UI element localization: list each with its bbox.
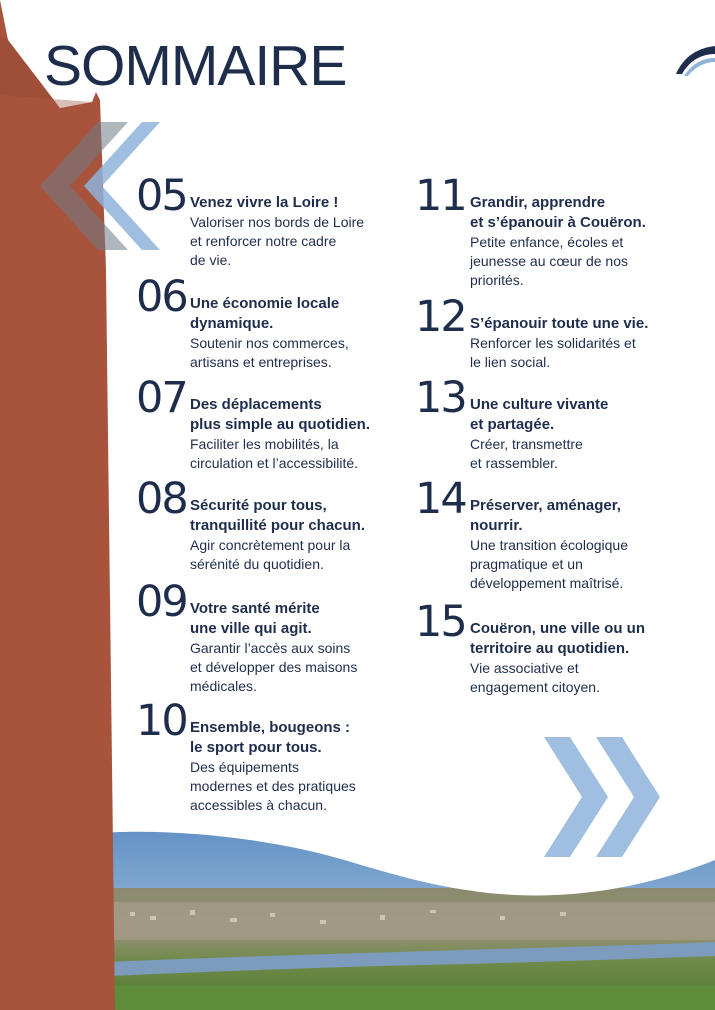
toc-page-number: 08	[136, 474, 187, 524]
page-title: SOMMAIRE	[44, 34, 347, 98]
toc-page-number: 05	[136, 171, 187, 221]
toc-page-number: 12	[415, 292, 466, 342]
toc-page-number: 07	[136, 373, 187, 423]
toc-entry-description: Renforcer les solidarités et le lien social.	[470, 335, 636, 370]
toc-entry-title: Venez vivre la Loire !	[190, 194, 339, 211]
toc-entry-title: Une culture vivante et partagée.	[470, 396, 609, 433]
toc-entry-title: Des déplacements plus simple au quotidien.	[190, 396, 371, 433]
toc-entry-title: Couëron, une ville ou un territoire au quotidien.	[470, 620, 646, 657]
toc-entry-title: S’épanouir toute une vie.	[470, 315, 649, 332]
toc-entry-title: Votre santé mérite une ville qui agit.	[190, 600, 320, 637]
toc-page-number: 09	[136, 577, 187, 627]
toc-entry-title: Ensemble, bougeons : le sport pour tous.	[190, 719, 351, 756]
toc-entry-description: Créer, transmettre et rassembler.	[470, 436, 583, 471]
toc-entry-description: Des équipements modernes et des pratiques accessibles à chacun.	[190, 759, 356, 813]
toc-entry-description: Garantir l’accès aux soins et développer des maisons médicales.	[190, 640, 358, 694]
toc-entry-description: Une transition écologique pragmatique et un développement maîtrisé.	[470, 537, 628, 591]
toc-entry-title: Grandir, apprendre et s’épanouir à Couëron.	[470, 194, 646, 231]
logo-swoosh-icon	[672, 40, 715, 80]
toc-entry-description: Petite enfance, écoles et jeunesse au cœur de nos priorités.	[470, 234, 628, 288]
toc-page-number: 10	[136, 696, 187, 746]
toc-page-number: 14	[415, 474, 466, 524]
toc-page-number: 06	[136, 272, 187, 322]
toc-page-number: 15	[415, 597, 466, 647]
toc-entry-description: Valoriser nos bords de Loire et renforcer notre cadre de vie.	[190, 214, 365, 268]
toc-entry-title: Une économie locale dynamique.	[190, 295, 340, 332]
toc-entry-title: Sécurité pour tous, tranquillité pour chacun.	[190, 497, 366, 534]
toc-page-number: 13	[415, 373, 466, 423]
toc-entry-title: Préserver, aménager, nourrir.	[470, 497, 621, 534]
toc-entry-description: Faciliter les mobilités, la circulation et l’accessibilité.	[190, 436, 359, 471]
toc-entry-description: Soutenir nos commerces, artisans et entreprises.	[190, 335, 349, 370]
toc-entry-description: Agir concrètement pour la sérénité du quotidien.	[190, 537, 351, 572]
chevrons-right-decoration	[540, 735, 670, 860]
toc-entry-description: Vie associative et engagement citoyen.	[470, 660, 600, 695]
toc-page-number: 11	[415, 171, 466, 221]
